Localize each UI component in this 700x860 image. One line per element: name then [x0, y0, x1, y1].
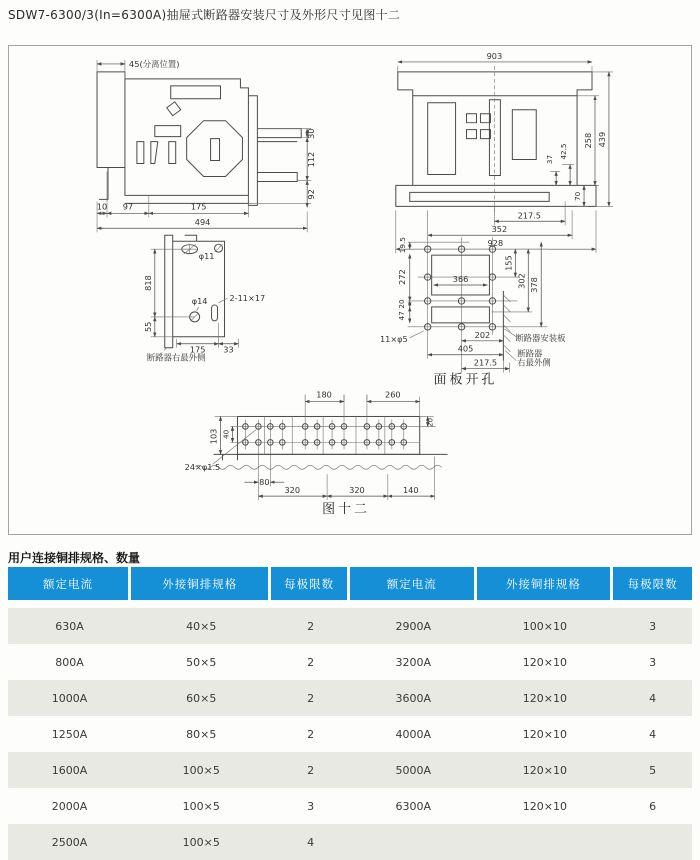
- cell: 630A: [55, 619, 84, 633]
- dim-label: 320: [284, 485, 301, 496]
- col-header-per-pole: 每极限数: [613, 567, 692, 600]
- dim-label: 217.5: [473, 357, 498, 368]
- cell: 6: [649, 799, 657, 813]
- dim-label: 175: [189, 344, 206, 355]
- side-view-details: [137, 86, 243, 177]
- cell: 3600A: [395, 691, 432, 705]
- dim-label: 320: [349, 485, 365, 496]
- dim-label: 47: [396, 311, 406, 321]
- dim-label: 97: [122, 201, 134, 212]
- plate-note: 断路器右最外侧: [146, 352, 206, 363]
- cell: 100×5: [182, 799, 220, 813]
- dim-label: 175: [190, 201, 207, 212]
- table-row: [8, 824, 692, 860]
- dim-label: 439: [596, 131, 607, 148]
- cell: 800A: [55, 655, 84, 669]
- dim-label: 42.5: [559, 143, 569, 160]
- slot-11x17: [212, 305, 218, 321]
- dim-label: 112: [306, 151, 317, 168]
- cell: 50×5: [186, 655, 217, 669]
- dim-label: 405: [457, 343, 474, 354]
- cell: 3: [649, 619, 657, 633]
- table-heading: 用户连接铜排规格、数量: [8, 551, 141, 565]
- dim-label: 30: [306, 128, 317, 139]
- cell: [350, 824, 477, 860]
- cell: 1000A: [51, 691, 88, 705]
- dim-label: 258: [583, 132, 594, 149]
- breaker-front-view: [396, 51, 613, 253]
- col-header-per-pole: 每极限数: [271, 567, 350, 600]
- dim-label: 352: [491, 224, 508, 235]
- lower-cutout: [432, 307, 490, 323]
- cell: 2: [307, 619, 315, 633]
- cell: 100×10: [522, 619, 568, 633]
- holes-label: 24×φ1.5: [184, 462, 221, 473]
- busbar-holes: [243, 424, 407, 446]
- table-header-row: [8, 567, 692, 600]
- dim-label: 818: [142, 275, 153, 291]
- holes-label: 11×φ5: [379, 333, 408, 344]
- dim-label: 92: [306, 189, 317, 200]
- dim-label: 20: [425, 417, 435, 428]
- table-row: [8, 716, 692, 752]
- panel-cutout-caption: 面板开孔: [433, 372, 498, 388]
- dim-label: 378: [529, 277, 540, 293]
- dim-label: 180: [316, 389, 332, 400]
- busbar-band: [237, 416, 419, 454]
- cell: 120×10: [522, 655, 568, 669]
- busbar-view: [185, 390, 448, 501]
- hatch-ticks: [503, 295, 510, 352]
- dim-label: 302: [516, 273, 527, 289]
- dim-label: 366: [452, 274, 469, 285]
- cell: 40×5: [186, 619, 217, 633]
- dim-label: 272: [396, 269, 407, 285]
- cell: 4: [649, 727, 657, 741]
- dim-label: 40: [221, 429, 231, 440]
- dim-label: 33: [223, 344, 234, 355]
- technical-drawing: [9, 46, 691, 534]
- panel-note-edge-2: 右最外侧: [517, 357, 551, 368]
- cell: 2000A: [51, 799, 88, 813]
- cell: 2: [307, 763, 315, 777]
- figure-caption: 图十二: [322, 502, 370, 518]
- cell: 1250A: [51, 727, 88, 741]
- panel-note-mounting-plate: 断路器安装板: [515, 332, 566, 343]
- cell: 2: [307, 655, 315, 669]
- dim-label: 19.5: [397, 237, 407, 254]
- cell: 100×5: [182, 835, 220, 849]
- col-header-busbar-spec: 外接铜排规格: [131, 567, 271, 600]
- page-title: SDW7-6300/3(In=6300A)抽屉式断路器安装尺寸及外形尺寸见图十二: [8, 8, 401, 22]
- cell: 120×10: [522, 799, 568, 813]
- cell: [613, 824, 692, 860]
- breaker-side-view: [97, 59, 316, 232]
- dim-label: 55: [142, 321, 153, 333]
- panel-holes: [424, 246, 495, 330]
- dim-label: 155: [503, 255, 514, 271]
- cell: 2500A: [51, 835, 88, 849]
- dim-label: 202: [474, 329, 491, 340]
- dim-label: 20: [396, 299, 406, 309]
- dim-label: 140: [402, 485, 419, 496]
- cell: 2: [307, 691, 315, 705]
- cell: 4: [307, 835, 315, 849]
- hole-label: φ14: [191, 295, 208, 306]
- cell: [477, 824, 614, 860]
- col-header-rated-current: 额定电流: [8, 567, 131, 600]
- figure-box: [8, 45, 692, 535]
- cell: 4: [649, 691, 657, 705]
- cell: 5000A: [395, 763, 432, 777]
- panel-note-edge-1: 断路器: [517, 348, 543, 359]
- cell: 2: [307, 727, 315, 741]
- backing-plate-edge: [214, 454, 448, 460]
- dim-label: 494: [194, 217, 211, 228]
- cell: 6300A: [395, 799, 432, 813]
- dim-label: 903: [486, 50, 503, 61]
- torn-edge-wave: [195, 465, 442, 469]
- dim-label: 217.5: [517, 210, 541, 221]
- cell: 1600A: [51, 763, 88, 777]
- cell: 3: [649, 655, 657, 669]
- hole-label: φ11: [198, 251, 215, 262]
- front-view-details: [428, 100, 537, 176]
- cell: 80×5: [186, 727, 217, 741]
- dim-label: 37: [545, 154, 555, 165]
- cell: 3200A: [395, 655, 432, 669]
- col-header-busbar-spec: 外接铜排规格: [477, 567, 614, 600]
- dim-label: 70: [573, 191, 583, 202]
- cell: 60×5: [186, 691, 217, 705]
- cell: 5: [649, 763, 657, 777]
- table-row: [8, 752, 692, 788]
- cell: 3: [307, 799, 315, 813]
- table-row: [8, 680, 692, 716]
- panel-cutout-view: [380, 237, 566, 388]
- plate-outline: [165, 235, 225, 348]
- front-view-outline: [396, 72, 596, 206]
- cell: 100×5: [182, 763, 220, 777]
- cell: 4000A: [395, 727, 432, 741]
- dim-label: 260: [385, 389, 401, 400]
- cell: 120×10: [522, 763, 568, 777]
- table-row: [8, 644, 692, 680]
- side-view-outline: [97, 72, 301, 205]
- table-row: [8, 788, 692, 824]
- dim-label: 103: [208, 428, 219, 445]
- dim-label: 10: [96, 201, 108, 212]
- dim-label: 80: [259, 477, 270, 488]
- spec-table: [8, 567, 692, 860]
- dim-label-separation: 45(分离位置): [128, 58, 180, 69]
- dim-label: 928: [487, 238, 504, 249]
- table-row: [8, 608, 692, 644]
- col-header-rated-current: 额定电流: [350, 567, 477, 600]
- cell: 120×10: [522, 727, 568, 741]
- cell: 2900A: [395, 619, 432, 633]
- cell: 120×10: [522, 691, 568, 705]
- slot-label: 2-11×17: [229, 292, 266, 303]
- mounting-plate-view: [143, 235, 265, 362]
